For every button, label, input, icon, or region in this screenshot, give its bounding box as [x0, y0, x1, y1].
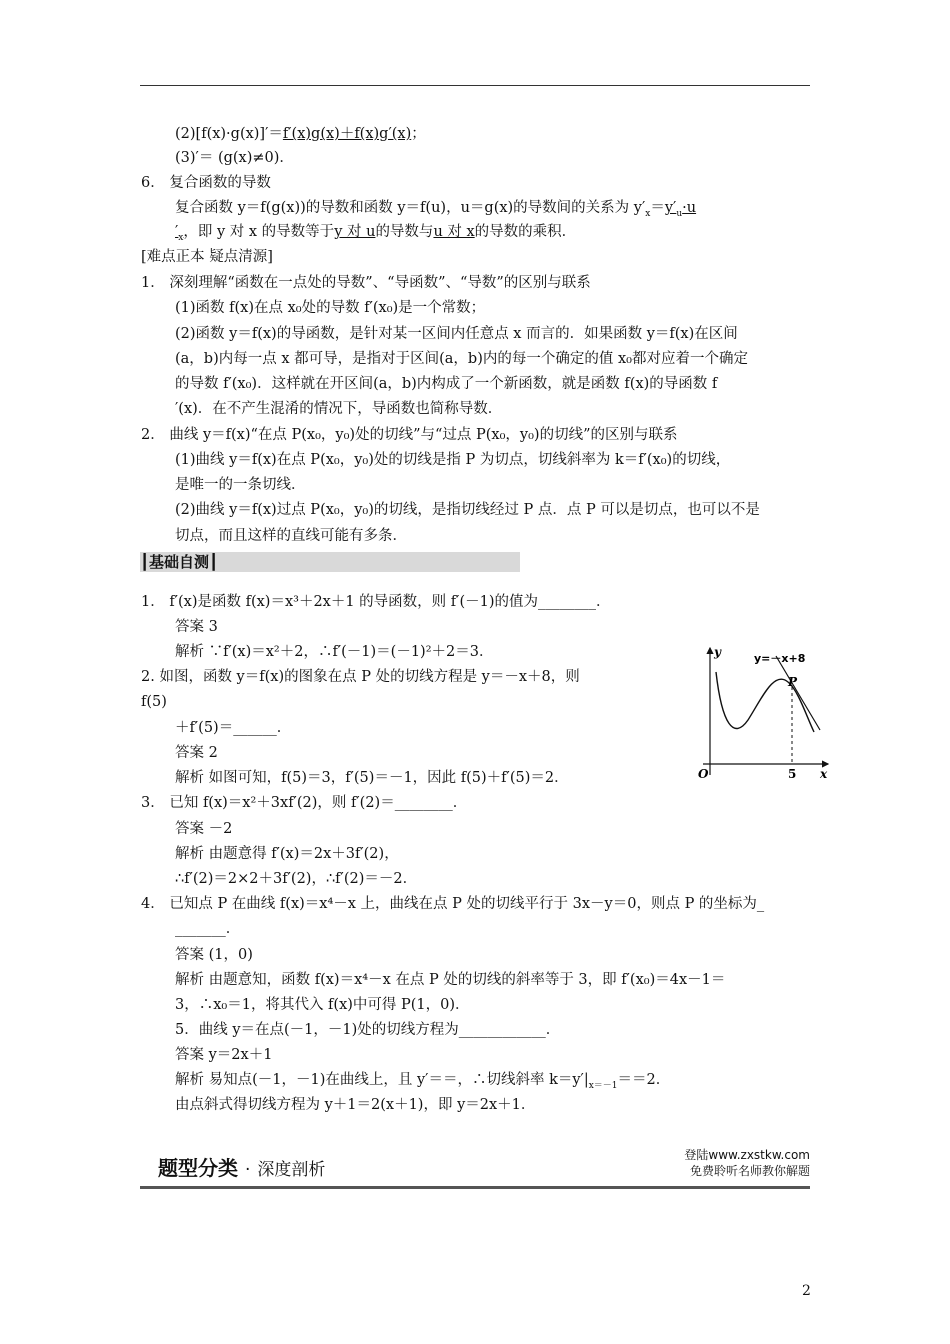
exercise-line: 3． 已知 f(x)＝x²＋3xf′(2)，则 f′(2)＝________．	[141, 795, 468, 811]
item-heading: 2． 曲线 y＝f(x)“在点 P(x₀，y₀)处的切线”与“过点 P(x₀，y₀)的切线”的区别与联系	[141, 427, 678, 443]
analysis-line: 解析 如图可知，f(5)＝3，f′(5)＝－1，因此 f(5)＋f′(5)＝2．	[175, 770, 569, 786]
footer-title: 题型分类 · 深度剖析	[158, 1156, 326, 1180]
item-heading: 1． 深刻理解“函数在一点处的导数”、“导函数”、“导数”的区别与联系	[141, 275, 591, 291]
text-line: 切点，而且这样的直线可能有多条．	[175, 528, 407, 544]
analysis-line: 3，∴x₀＝1，将其代入 f(x)中可得 P(1，0)．	[175, 997, 470, 1013]
text-line: 是唯一的一条切线．	[175, 477, 306, 493]
exercise-line: ＋f′(5)＝______．	[175, 720, 292, 736]
header-rule	[140, 85, 810, 86]
item-heading: 6． 复合函数的导数	[141, 175, 271, 191]
text-line: (a，b)内每一点 x 都可导，是指对于区间(a，b)内的每一个确定的值 x₀都对应着一个确定	[175, 351, 748, 367]
answer-line: 答案 3	[175, 619, 218, 635]
tangent-line	[776, 656, 820, 730]
analysis-line: 解析 由题意知，函数 f(x)＝x⁴－x 在点 P 处的切线的斜率等于 3，即 f′(x₀)＝4x－1＝	[175, 972, 726, 988]
exercise-line: f(5)	[141, 694, 167, 710]
exercise-line: _______．	[175, 921, 241, 937]
answer-line: 答案 2	[175, 745, 218, 761]
text-line: (1)函数 f(x)在点 x₀处的导数 f′(x₀)是一个常数；	[175, 300, 486, 316]
text-line: ′(x)．在不产生混淆的情况下，导函数也简称导数．	[175, 401, 503, 417]
line-label: y=－x+8	[754, 652, 806, 665]
formula-quotient: (3)′＝ (g(x)≠0)．	[175, 150, 294, 166]
subsection-heading: [难点正本 疑点清源]	[141, 249, 273, 265]
origin-label: O	[698, 767, 709, 780]
tick-label: 5	[788, 767, 797, 780]
exercise-line: 4． 已知点 P 在曲线 f(x)＝x⁴－x 上，曲线在点 P 处的切线平行于 3x－y＝0，则点 P 的坐标为_	[141, 896, 765, 912]
answer-line: 答案 (1，0)	[175, 947, 253, 963]
y-label: y	[714, 645, 721, 659]
curve	[716, 672, 814, 732]
section-title: ┃基础自测┃	[140, 553, 219, 571]
x-label: x	[820, 767, 828, 780]
analysis-line: 由点斜式得切线方程为 y＋1＝2(x＋1)，即 y＝2x＋1．	[175, 1097, 536, 1113]
exercise-line: 1． f′(x)是函数 f(x)＝x³＋2x＋1 的导函数，则 f′(－1)的值为________．	[141, 594, 611, 610]
analysis-line: 解析 由题意得 f′(x)＝2x＋3f′(2)，	[175, 846, 399, 862]
exercise-line: 5．曲线 y＝在点(－1，－1)处的切线方程为____________．	[175, 1022, 561, 1038]
analysis-line: ∴f′(2)＝2×2＋3f′(2)，∴f′(2)＝－2．	[175, 871, 418, 887]
answer-line: 答案 －2	[175, 821, 233, 837]
text-line: (2)曲线 y＝f(x)过点 P(x₀，y₀)的切线，是指切线经过 P 点．点 P 可以是切点，也可以不是	[175, 502, 760, 518]
exercise-line: 2. 如图，函数 y＝f(x)的图象在点 P 处的切线方程是 y＝－x＋8，则	[141, 669, 580, 685]
analysis-line: 解析 易知点(－1，－1)在曲线上，且 y′＝＝，∴切线斜率 $k=y'|_{x=-1}==2$．	[175, 1072, 671, 1091]
function-graph	[688, 640, 838, 780]
text-line: (2)函数 y＝f(x)的导函数，是针对某一区间内任意点 x 而言的．如果函数 y＝f(x)在区间	[175, 326, 738, 342]
formula-product: (2)[f(x)·g(x)]′＝f′(x)g(x)＋f(x)g′(x)；	[175, 126, 426, 142]
point-label: P	[788, 675, 798, 689]
answer-line: 答案 y＝2x＋1	[175, 1047, 273, 1063]
text-line: (1)曲线 y＝f(x)在点 P(x₀，y₀)处的切线是指 P 为切点，切线斜率为 k＝f′(x₀)的切线，	[175, 452, 731, 468]
text-line: 复合函数 y＝f(g(x))的导数和函数 y＝f(u)，u＝g(x)的导数间的关系为 $y'_x=y'_u\cdot u$	[175, 200, 697, 219]
text-line: 的导数 f′(x₀)．这样就在开区间(a，b)内构成了一个新函数，就是函数 f(x)的导函数 f	[175, 376, 718, 392]
analysis-line: 解析 ∵f′(x)＝x²＋2，∴f′(－1)＝(－1)²＋2＝3．	[175, 644, 494, 660]
footer-bar	[140, 1186, 810, 1189]
page-number: 2	[802, 1283, 811, 1299]
footer-site: 登陆www.zxstkw.com 免费聆听名师教你解题	[684, 1148, 810, 1178]
text-line: $'_x$，即 y 对 x 的导数等于y 对 u的导数与u 对 x的导数的乘积．	[175, 224, 577, 243]
